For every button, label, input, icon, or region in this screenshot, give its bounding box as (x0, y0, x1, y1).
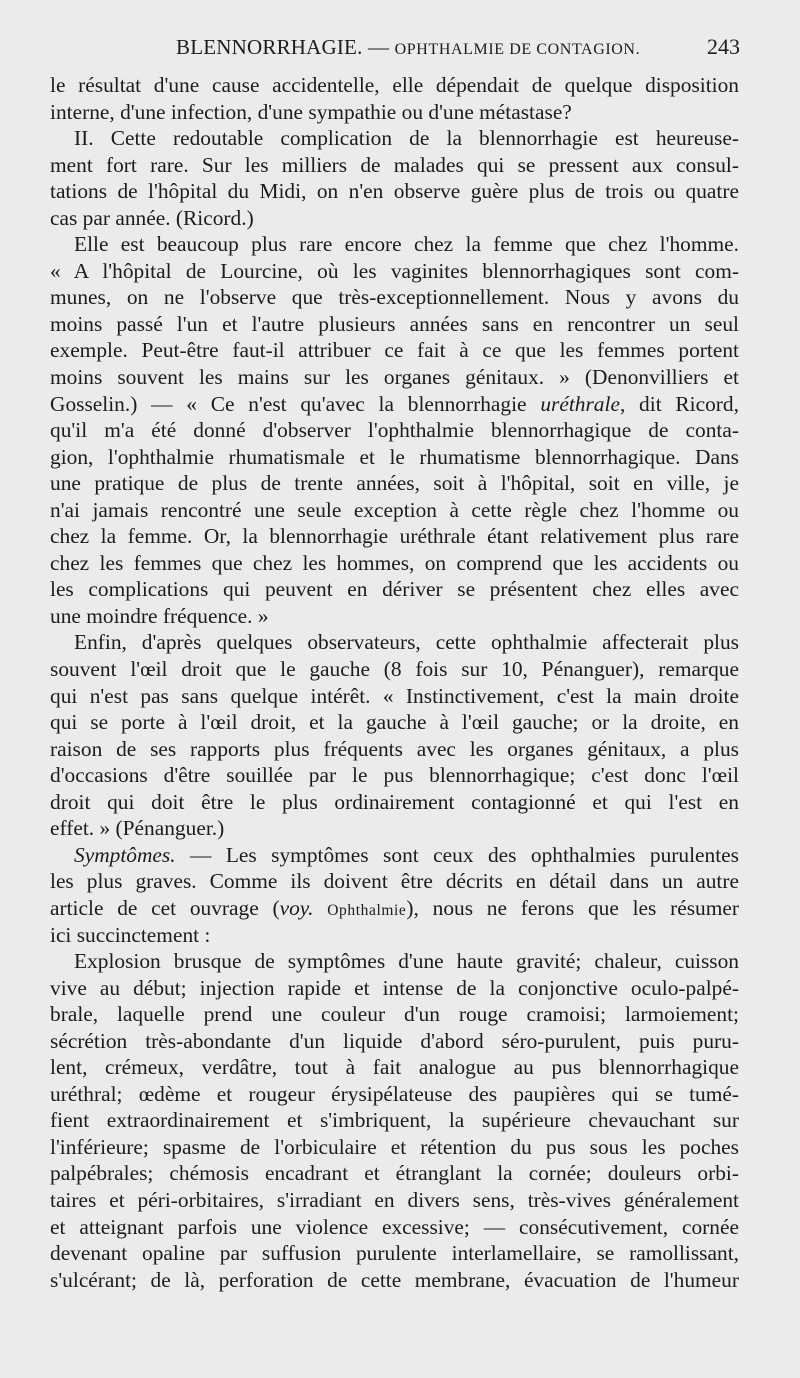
text-line: gion, l'ophthalmie rhumatismale et le rhumatisme blennorrhagique. Dans (50, 444, 739, 469)
emphasis-voy: voy. (279, 895, 314, 920)
text-line: droit qui doit être le plus ordinairement contagionné et qui l'est en (50, 789, 739, 814)
text-segment: , dit Ricord, (619, 391, 739, 416)
text-line: moins passé l'un et l'autre plusieurs années sans en rencontrer un seul (50, 311, 739, 336)
text-line: les complications qui peuvent en dériver se présentent chez elles avec (50, 577, 739, 602)
text-line: Explosion brusque de symptômes d'une haute gravité; chaleur, cuisson (74, 949, 739, 974)
text-line: Enfin, d'après quelques observateurs, cette ophthalmie affecterait plus (74, 630, 739, 655)
text-line: chez la femme. Or, la blennorrhagie uréthrale étant relativement plus rare (50, 524, 739, 549)
text-line: uréthral; œdème et rougeur érysipélateuse des paupières qui se tumé- (50, 1081, 739, 1106)
text-line: brale, laquelle prend une couleur d'un rouge cramoisi; larmoiement; (50, 1002, 739, 1027)
text-line: munes, on ne l'observe que très-exceptionnellement. Nous y avons du (50, 285, 739, 310)
text-line: vive au début; injection rapide et intense de la conjonctive oculo-palpé- (50, 975, 739, 1000)
text-line: Elle est beaucoup plus rare encore chez la femme que chez l'homme. (74, 232, 739, 257)
text-segment: — Les symptômes sont ceux des ophthalmies purulentes (175, 842, 739, 867)
running-header (50, 34, 740, 60)
text-line: ici succinctement : (50, 922, 211, 947)
text-line: effet. » (Pénanguer.) (50, 816, 225, 841)
running-title (176, 34, 640, 63)
text-line: tations de l'hôpital du Midi, on n'en observe guère plus de trois ou quatre (50, 179, 739, 204)
text-line: exemple. Peut-être faut-il attribuer ce fait à ce que les femmes portent (50, 338, 739, 363)
text-line: cas par année. (Ricord.) (50, 205, 254, 230)
text-line: fient extraordinairement et s'imbriquent, la supérieure chevauchant sur (50, 1108, 739, 1133)
text-line-composite (50, 842, 739, 869)
text-line-composite (50, 895, 739, 922)
text-line: devenant opaline par suffusion purulente interlamellaire, se ramollissant, (50, 1241, 739, 1266)
text-line: et atteignant parfois une violence excessive; — consécutivement, cornée (50, 1214, 739, 1239)
running-title-main: BLENNORRHAGIE. — (176, 35, 395, 59)
text-line-composite (50, 391, 739, 418)
text-line: n'ai jamais rencontré une seule exception à cette règle chez l'homme ou (50, 497, 739, 522)
body-text (50, 72, 739, 1293)
text-line: une moindre fréquence. » (50, 603, 269, 628)
text-line: l'inférieure; spasme de l'orbiculaire et rétention du pus sous les poches (50, 1134, 739, 1159)
text-line: II. Cette redoutable complication de la blennorrhagie est heureuse- (74, 126, 739, 151)
text-line: une pratique de plus de trente années, soit à l'hôpital, soit en ville, je (50, 471, 739, 496)
text-line: « A l'hôpital de Lourcine, où les vaginites blennorrhagiques sont com- (50, 258, 739, 283)
text-segment: ), nous ne ferons que les résumer (406, 895, 739, 920)
text-line: le résultat d'une cause accidentelle, elle dépendait de quelque disposition (50, 73, 739, 97)
text-line: taires et péri-orbitaires, s'irradiant en divers sens, très-vives généralement (50, 1187, 739, 1212)
text-segment: Gosselin.) — « Ce n'est qu'avec la blennorrhagie (50, 391, 541, 416)
text-line: les plus graves. Comme ils doivent être décrits en détail dans un autre (50, 869, 739, 894)
section-heading-symptomes: Symptômes. (74, 842, 176, 867)
page-number: 243 (707, 34, 740, 59)
text-line: qui se porte à l'œil droit, et la gauche à l'œil gauche; or la droite, en (50, 710, 739, 735)
text-line: qui n'est pas sans quelque intérêt. « Instinctivement, c'est la main droite (50, 683, 739, 708)
emphasis-urethrale: uréthrale (540, 391, 620, 416)
text-line: lent, crémeux, verdâtre, tout à fait analogue au pus blennorrhagique (50, 1055, 739, 1080)
text-line: raison de ses rapports plus fréquents avec les organes génitaux, a plus (50, 736, 739, 761)
text-line: souvent l'œil droit que le gauche (8 fois sur 10, Pénanguer), remarque (50, 657, 739, 682)
text-line: interne, d'une infection, d'une sympathie ou d'une métastase? (50, 99, 572, 124)
text-line: ment fort rare. Sur les milliers de malades qui se pressent aux consul- (50, 152, 739, 177)
text-line: moins souvent les mains sur les organes génitaux. » (Denonvilliers et (50, 365, 739, 390)
text-line: d'occasions d'être souillée par le pus blennorrhagique; c'est donc l'œil (50, 763, 739, 788)
running-title-subtitle: OPHTHALMIE DE CONTAGION. (394, 41, 641, 58)
text-segment: article de cet ouvrage ( (50, 895, 280, 920)
text-line: s'ulcérant; de là, perforation de cette membrane, évacuation de l'humeur (50, 1267, 739, 1292)
text-line: palpébrales; chémosis encadrant et étranglant la cornée; douleurs orbi- (50, 1161, 739, 1186)
text-line: qu'il m'a été donné d'observer l'ophthalmie blennorrhagique de conta- (50, 418, 739, 443)
cross-reference-ophthalmie: Ophthalmie (327, 901, 407, 919)
text-line: chez les femmes que chez les hommes, on comprend que les accidents ou (50, 550, 739, 575)
text-line: sécrétion très-abondante d'un liquide d'abord séro-purulent, puis puru- (50, 1028, 739, 1053)
